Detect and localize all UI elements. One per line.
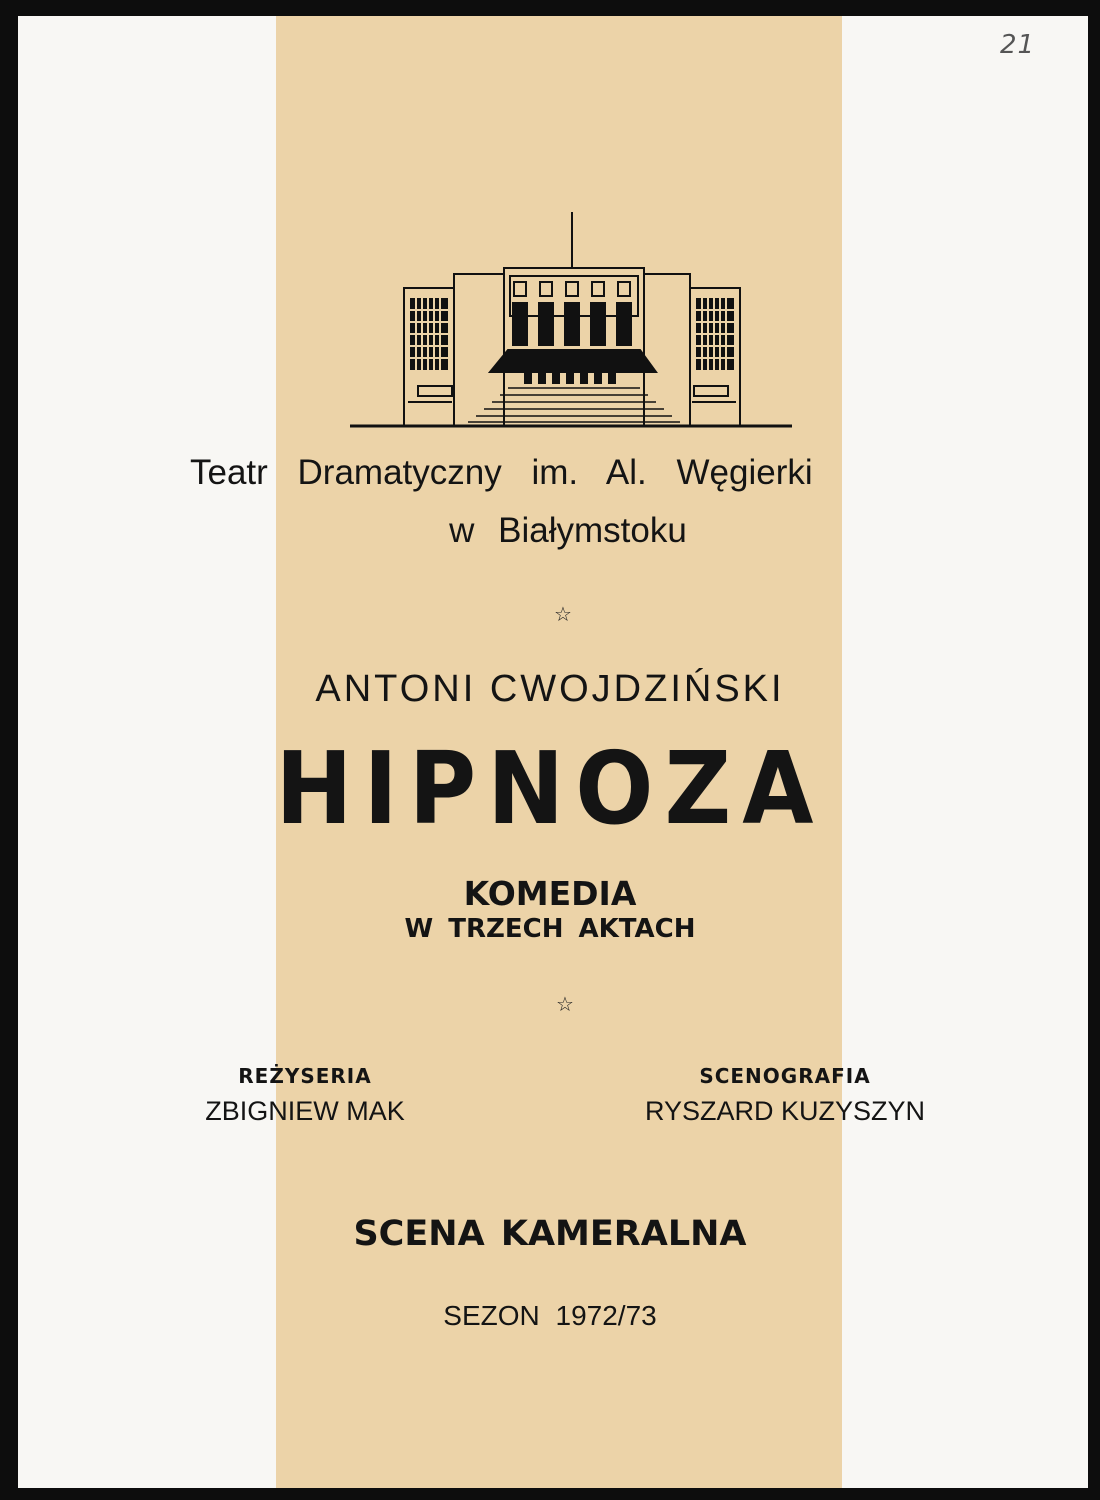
design-role: SCENOGRAFIA <box>699 1064 871 1088</box>
star-ornament-bottom: ☆ <box>556 992 574 1016</box>
season-label: SEZON 1972/73 <box>443 1300 657 1331</box>
star-ornament-top: ☆ <box>554 602 572 626</box>
theatre-city: w Białymstoku <box>449 511 687 550</box>
genre-subtitle: W TRZECH AKTACH <box>404 914 696 944</box>
design-credit <box>620 1064 950 1127</box>
designer-name: RYSZARD KUZYSZYN <box>644 1096 926 1126</box>
page-number: 21 <box>1000 30 1036 60</box>
direction-role: REŻYSERIA <box>238 1064 372 1088</box>
direction-credit <box>160 1064 450 1127</box>
author-name: ANTONI CWOJDZIŃSKI <box>315 668 785 710</box>
theatre-building-illustration <box>340 210 800 440</box>
theatre-name: Teatr Dramatyczny im. Al. Węgierki <box>190 453 813 492</box>
director-name: ZBIGNIEW MAK <box>205 1096 405 1126</box>
genre-label: KOMEDIA <box>463 874 637 913</box>
play-title: HIPNOZA <box>275 730 825 847</box>
stage-name: SCENA KAMERALNA <box>353 1214 747 1254</box>
